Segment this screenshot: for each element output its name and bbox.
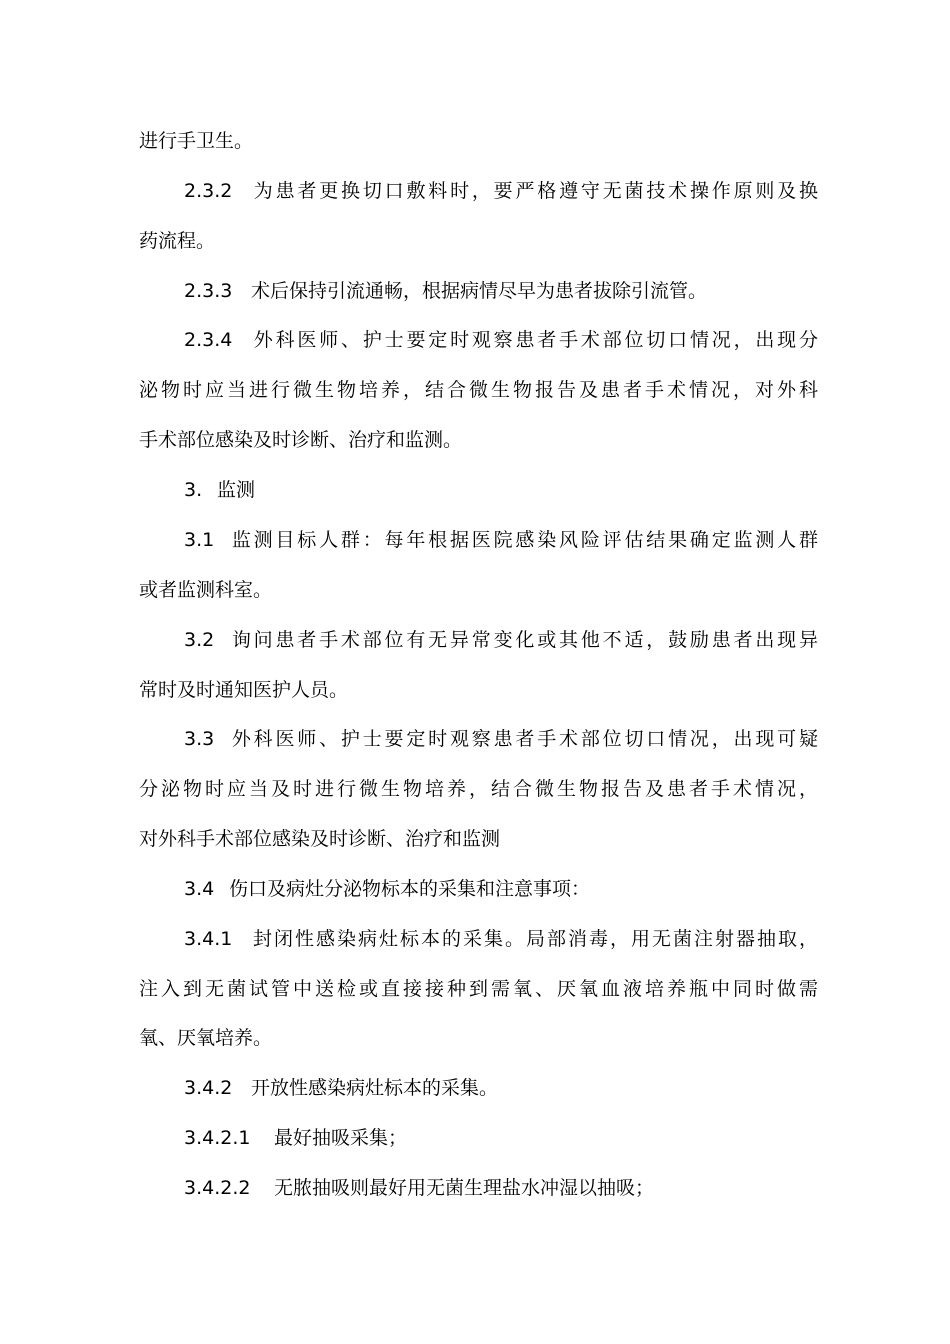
section-number: 3.4.2 <box>184 1077 233 1099</box>
line-text: 开放性感染病灶标本的采集。 <box>251 1077 499 1099</box>
paragraph-line <box>184 279 818 303</box>
paragraph-line <box>139 378 818 402</box>
line-text: 或者监测科室。 <box>139 579 273 601</box>
paragraph-line <box>184 927 818 951</box>
paragraph-line <box>184 1126 818 1150</box>
paragraph-line <box>139 578 818 602</box>
line-text: 氧、厌氧培养。 <box>139 1027 273 1049</box>
section-number: 3.4.2.2 <box>184 1177 251 1199</box>
paragraph-line <box>184 528 818 552</box>
paragraph-line <box>184 1076 818 1100</box>
section-number: 2.3.3 <box>184 280 233 302</box>
paragraph-line <box>184 727 818 751</box>
paragraph-line <box>139 428 818 452</box>
paragraph-line <box>139 129 818 153</box>
line-text: 术后保持引流通畅，根据病情尽早为患者拔除引流管。 <box>251 280 708 302</box>
section-number: 3. <box>184 479 203 501</box>
paragraph-line <box>184 1176 818 1200</box>
section-number: 2.3.4 <box>184 329 233 351</box>
paragraph-line <box>184 179 818 203</box>
line-text: 进行手卫生。 <box>139 130 254 152</box>
line-text: 常时及时通知医护人员。 <box>139 679 349 701</box>
line-text: 注入到无菌试管中送检或直接接种到需氧、厌氧血液培养瓶中同时做需 <box>139 978 818 1000</box>
line-text: 伤口及病灶分泌物标本的采集和注意事项： <box>229 878 591 900</box>
line-text: 对外科手术部位感染及时诊断、治疗和监测 <box>139 828 501 850</box>
line-text: 手术部位感染及时诊断、治疗和监测。 <box>139 429 463 451</box>
line-text: 外科医师、护士要定时观察患者手术部位切口情况，出现分 <box>251 329 818 351</box>
paragraph-line <box>139 827 818 851</box>
section-number: 3.3 <box>184 728 215 750</box>
section-number: 3.1 <box>184 529 215 551</box>
paragraph-line <box>184 628 818 652</box>
section-heading <box>184 478 818 502</box>
line-text: 封闭性感染病灶标本的采集。局部消毒，用无菌注射器抽取， <box>251 928 818 950</box>
paragraph-line <box>184 328 818 352</box>
line-text: 外科医师、护士要定时观察患者手术部位切口情况，出现可疑 <box>229 728 818 750</box>
paragraph-line <box>139 977 818 1001</box>
line-text: 分泌物时应当及时进行微生物培养，结合微生物报告及患者手术情况， <box>139 778 818 800</box>
section-number: 3.4 <box>184 878 215 900</box>
line-text: 最好抽吸采集； <box>274 1127 408 1149</box>
paragraph-line <box>139 1026 818 1050</box>
line-text: 药流程。 <box>139 230 216 252</box>
section-number: 3.4.1 <box>184 928 233 950</box>
paragraph-line <box>139 777 818 801</box>
line-text: 监测 <box>217 479 256 501</box>
line-text: 询问患者手术部位有无异常变化或其他不适，鼓励患者出现异 <box>229 629 818 651</box>
line-text: 泌物时应当进行微生物培养，结合微生物报告及患者手术情况，对外科 <box>139 379 818 401</box>
line-text: 无脓抽吸则最好用无菌生理盐水冲湿以抽吸； <box>274 1177 655 1199</box>
paragraph-line <box>184 877 818 901</box>
section-number: 2.3.2 <box>184 180 233 202</box>
paragraph-line <box>139 229 818 253</box>
section-number: 3.4.2.1 <box>184 1127 251 1149</box>
line-text: 监测目标人群：每年根据医院感染风险评估结果确定监测人群 <box>229 529 818 551</box>
line-text: 为患者更换切口敷料时，要严格遵守无菌技术操作原则及换 <box>251 180 818 202</box>
paragraph-line <box>139 678 818 702</box>
section-number: 3.2 <box>184 629 215 651</box>
